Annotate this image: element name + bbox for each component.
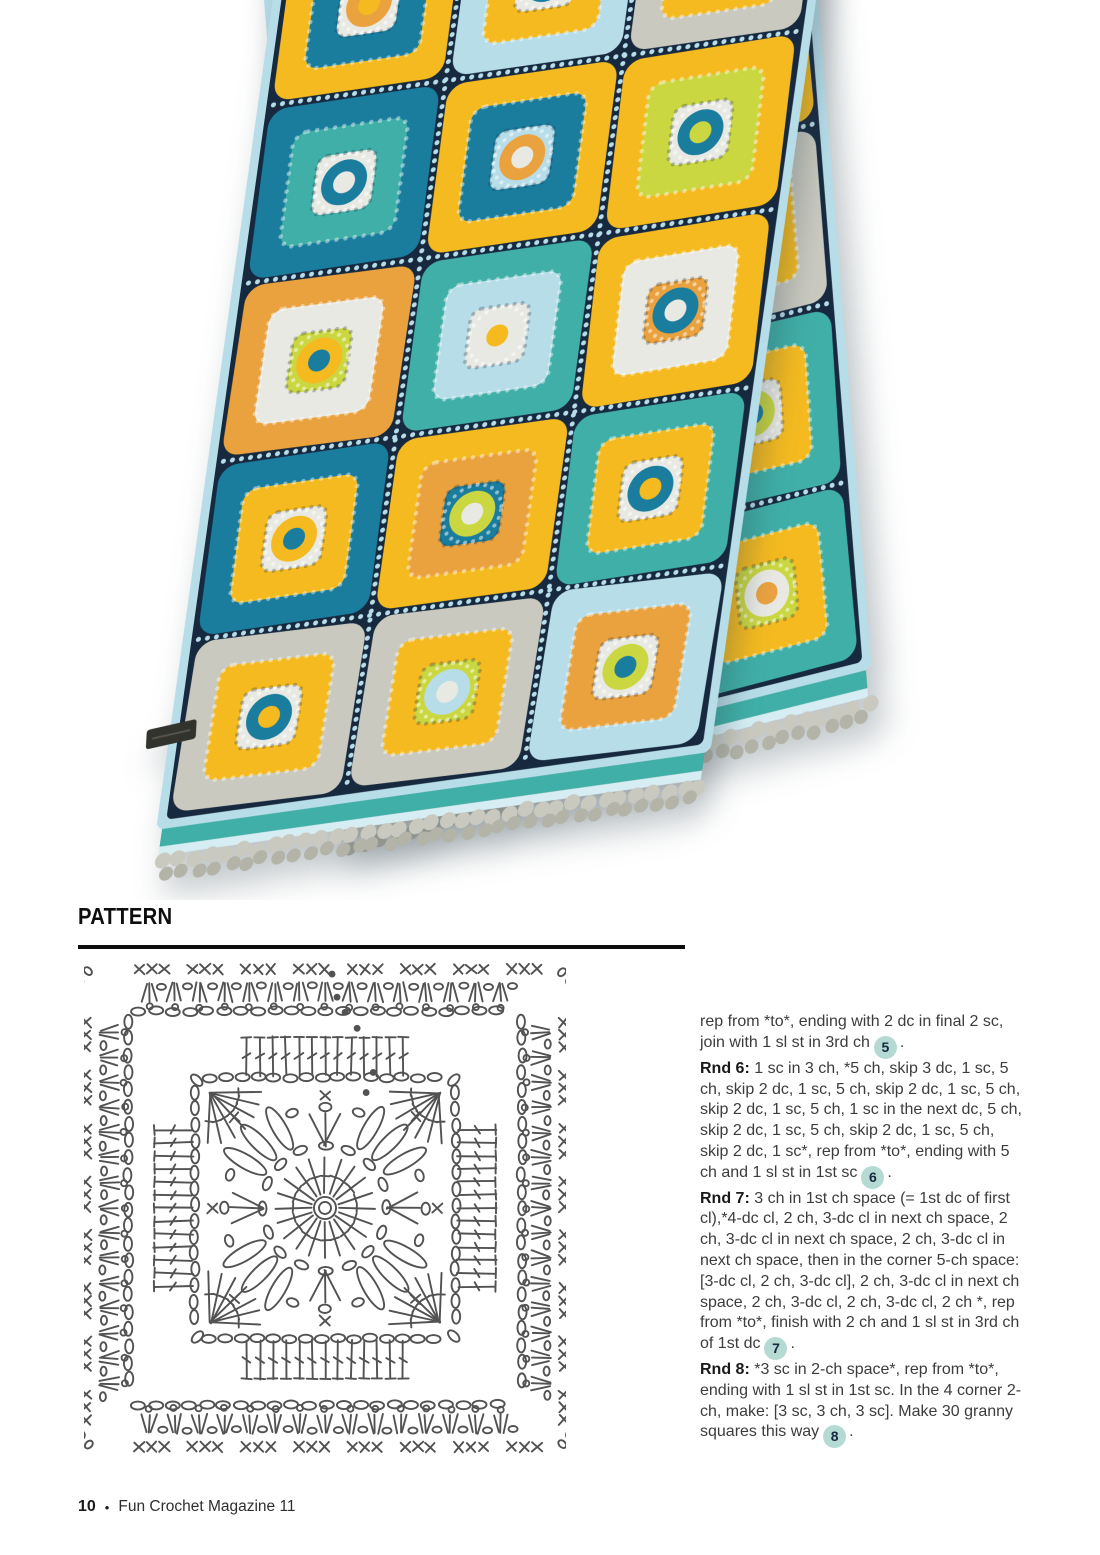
rnd-label: Rnd 8: [700,1361,750,1379]
instruction-paragraph [700,1189,1026,1360]
step-badge: 7 [764,1337,787,1360]
pattern-section-header [78,903,685,949]
crochet-chart-svg [84,952,566,1464]
instruction-text: 3 ch in 1st ch space (= 1st dc of first cl),*4-dc cl, 2 ch, 3-dc cl in next ch space, 2 ch, 3-dc cl in next ch space, 2 ch, 3-dc cl in next ch space, then in the corner 5-ch space: [3-dc cl, 2 ch, 3-dc cl], 2 ch, 3-dc cl in next ch space, 2 ch, 3-dc cl, 2 ch, 3-dc cl, 2 ch *, rep from *to*, finish with 2 ch and 1 sl st in 3rd ch of 1st dc [700,1189,1020,1353]
pattern-instructions [700,1012,1026,1448]
step-badge: 8 [823,1425,846,1448]
magazine-title: Fun Crochet Magazine 11 [118,1498,296,1515]
crochet-chart-diagram [84,952,566,1464]
section-heading: PATTERN [78,903,173,929]
instruction-text: *3 sc in 2-ch space*, rep from *to*, ending with 1 sl st in 1st sc. In the 4 corner 2-ch, make: [3 sc, 3 ch, 3 sc]. Make 30 granny squares this way [700,1361,1022,1441]
instruction-suffix: . [899,1033,905,1051]
page-footer [78,1498,296,1516]
instruction-suffix: . [887,1163,892,1181]
instruction-paragraph [700,1012,1026,1059]
footer-bullet: • [104,1499,110,1515]
instruction-paragraph [700,1059,1026,1189]
page-number: 10 [78,1498,96,1515]
rnd-label: Rnd 6: [700,1059,750,1077]
instruction-text: 1 sc in 3 ch, *5 ch, skip 3 dc, 1 sc, 5 ch, skip 2 dc, 1 sc, 5 ch, skip 2 dc, 1 sc, 5 ch, skip 2 dc, 1 sc, 5 ch, 1 sc in the next dc, 5 ch, skip 2 dc, 1 sc, 5 ch, skip 2 dc, 1 sc, 5 ch, skip 2 dc, 1 sc*, rep from *to*, ending with 5 ch and 1 sl st in 1st sc [700,1059,1022,1181]
instruction-suffix: . [790,1335,795,1353]
rnd-label: Rnd 7: [700,1189,750,1207]
heading-rule [78,945,685,949]
step-badge: 5 [874,1036,897,1059]
instruction-paragraph [700,1360,1026,1448]
instruction-text: rep from *to*, ending with 2 dc in final 2 sc, join with 1 sl st in 3rd ch [700,1013,1004,1051]
step-badge: 6 [861,1166,884,1189]
instruction-suffix: . [849,1423,854,1441]
